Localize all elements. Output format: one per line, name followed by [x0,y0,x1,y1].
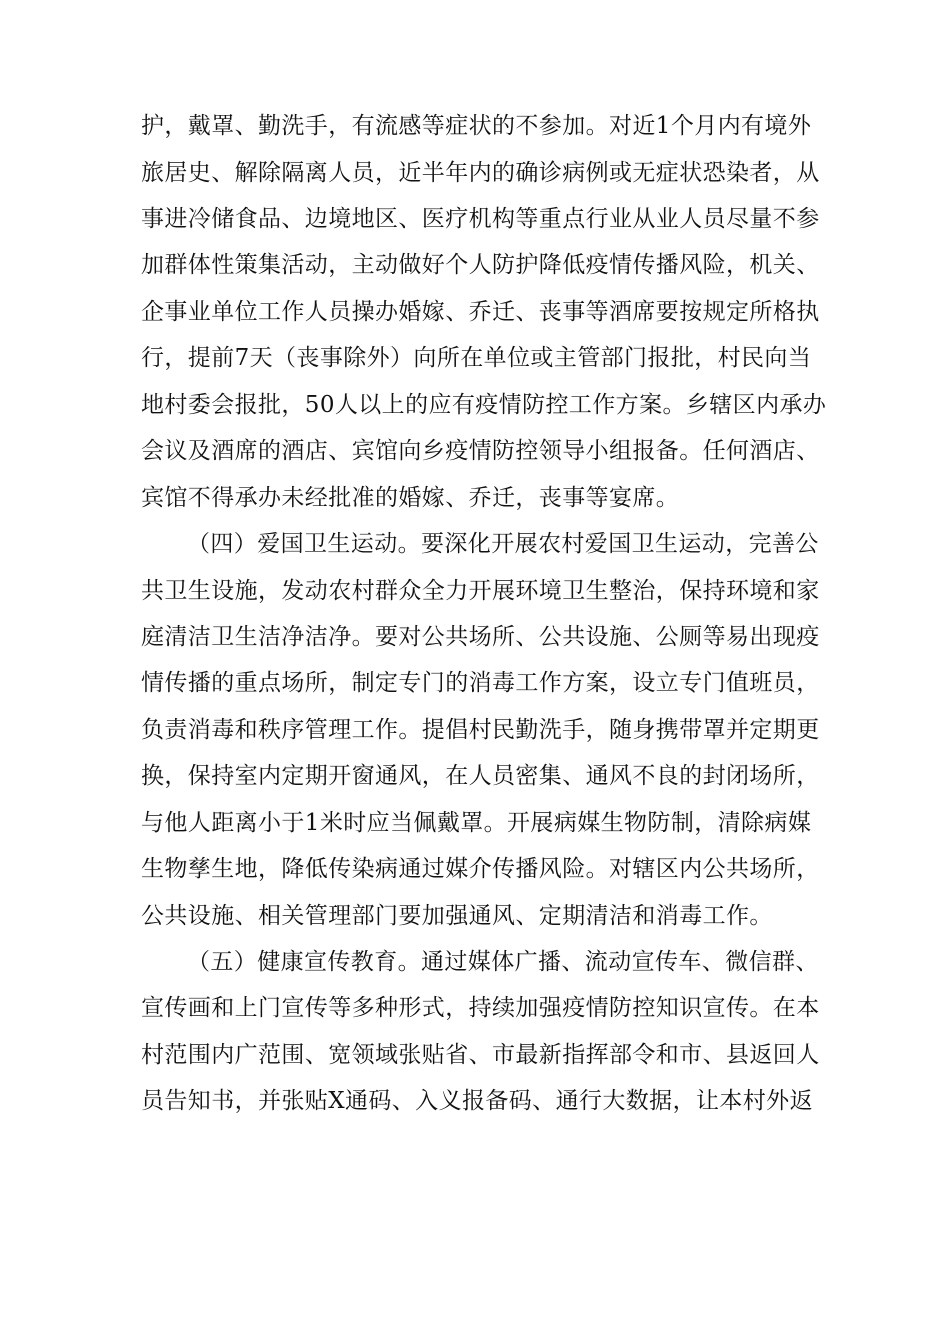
text-line: 共卫生设施，发动农村群众全力开展环境卫生整治，保持环境和家 [141,578,820,604]
section-heading-line: （四）爱国卫生运动。要深化开展农村爱国卫生运动，完善公 [187,531,819,557]
text-line: 宣传画和上门宣传等多种形式，持续加强疫情防控知识宣传。在本 [141,995,820,1021]
text-line: 宾馆不得承办未经批准的婚嫁、乔迁，丧事等宴席。 [141,485,680,511]
text-line: 情传播的重点场所，制定专门的消毒工作方案，设立专门值班员， [141,670,820,696]
text-line: 企事业单位工作人员操办婚嫁、乔迁、丧事等酒席要按规定所格执 [141,299,820,325]
text-line: 庭清洁卫生洁净洁净。要对公共场所、公共设施、公厕等易出现疫 [141,624,820,650]
text-line: 事进冷储食品、边境地区、医疗机构等重点行业从业人员尽量不参 [141,206,820,232]
text-line: 行，提前7天（丧事除外）向所在单位或主管部门报批，村民向当 [141,345,812,371]
text-line: 换，保持室内定期开窗通风，在人员密集、通风不良的封闭场所， [141,763,820,789]
section-heading-line: （五）健康宣传教育。通过媒体广播、流动宣传车、微信群、 [187,949,819,975]
text-line: 旅居史、解除隔离人员，近半年内的确诊病例或无症状恐染者，从 [141,160,820,186]
text-line: 生物孳生地，降低传染病通过媒介传播风险。对辖区内公共场所， [141,856,820,882]
text-line: 员告知书，并张贴X通码、入义报备码、通行大数据，让本村外返 [141,1088,813,1114]
text-line: 与他人距离小于1米时应当佩戴罩。开展病媒生物防制，清除病媒 [141,810,812,836]
text-line: 村范围内广范围、宽领域张贴省、市最新指挥部令和市、县返回人 [141,1042,820,1068]
text-line: 负责消毒和秩序管理工作。提倡村民勤洗手，随身携带罩并定期更 [141,717,820,743]
text-line: 公共设施、相关管理部门要加强通风、定期清洁和消毒工作。 [141,903,773,929]
text-line: 护，戴罩、勤洗手，有流感等症状的不参加。对近1个月内有境外 [141,113,812,139]
text-line: 会议及酒席的酒店、宾馆向乡疫情防控领导小组报备。任何酒店、 [141,438,820,464]
text-line: 加群体性策集活动，主动做好个人防护降低疫情传播风险，机关、 [141,252,820,278]
text-line: 地村委会报批，50人以上的应有疫情防控工作方案。乡辖区内承办 [141,392,827,418]
